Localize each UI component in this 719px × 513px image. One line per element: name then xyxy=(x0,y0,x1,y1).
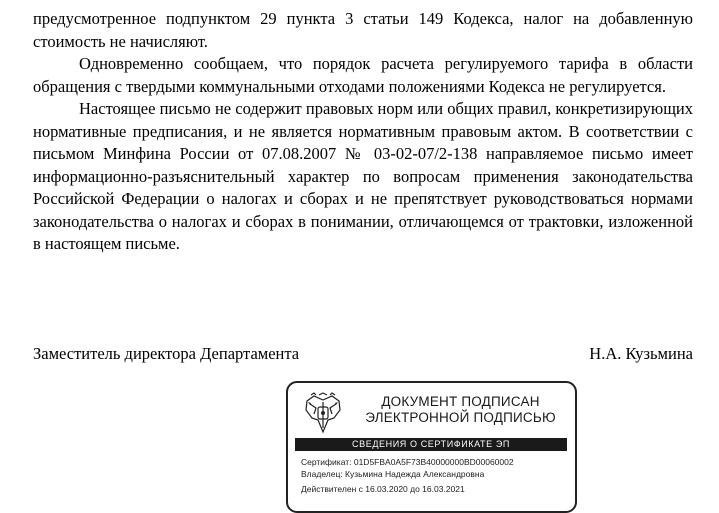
certificate-validity: Действителен с 16.03.2020 до 16.03.2021 xyxy=(301,484,465,494)
signature-line xyxy=(33,343,693,365)
paragraph-tax-exemption: предусмотренное подпунктом 29 пункта 3 статьи 149 Кодекса, налог на добавленную стоимость не начисляют. xyxy=(33,9,693,51)
paragraph-tariff: Одновременно сообщаем, что порядок расчета регулируемого тарифа в области обращения с твердыми коммунальными отходами положениями Кодекса не регулируется. xyxy=(33,54,693,96)
coat-of-arms-icon xyxy=(302,392,344,436)
certificate-owner: Владелец: Кузьмина Надежда Александровна xyxy=(301,469,485,479)
signer-position: Заместитель директора Департамента xyxy=(33,344,300,363)
paragraph-disclaimer: Настоящее письмо не содержит правовых норм или общих правил, конкретизирующих нормативные предписания, и не является нормативным правовым актом. В соответствии с письмом Минфина России от 07.08.2007 № 03-02-07/2-138 направляемое письмо имеет информационно-разъяснительный характер по вопросам применения законодательства Российской Федерации о налогах и сборах и не препятствует руководствоваться нормами законодательства о налогах и сборах в понимании, отличающемся от трактовки, изложенной в настоящем письме. xyxy=(33,99,693,253)
letter-body xyxy=(33,8,693,256)
signer-name: Н.А. Кузьмина xyxy=(589,344,693,363)
certificate-number: Сертификат: 01D5FBA0A5F73B40000000BD00060002 xyxy=(301,457,514,467)
electronic-signature-stamp xyxy=(286,381,577,513)
certificate-header: СВЕДЕНИЯ О СЕРТИФИКАТЕ ЭП xyxy=(295,438,567,451)
stamp-title: ДОКУМЕНТ ПОДПИСАН ЭЛЕКТРОННОЙ ПОДПИСЬЮ xyxy=(365,394,556,425)
